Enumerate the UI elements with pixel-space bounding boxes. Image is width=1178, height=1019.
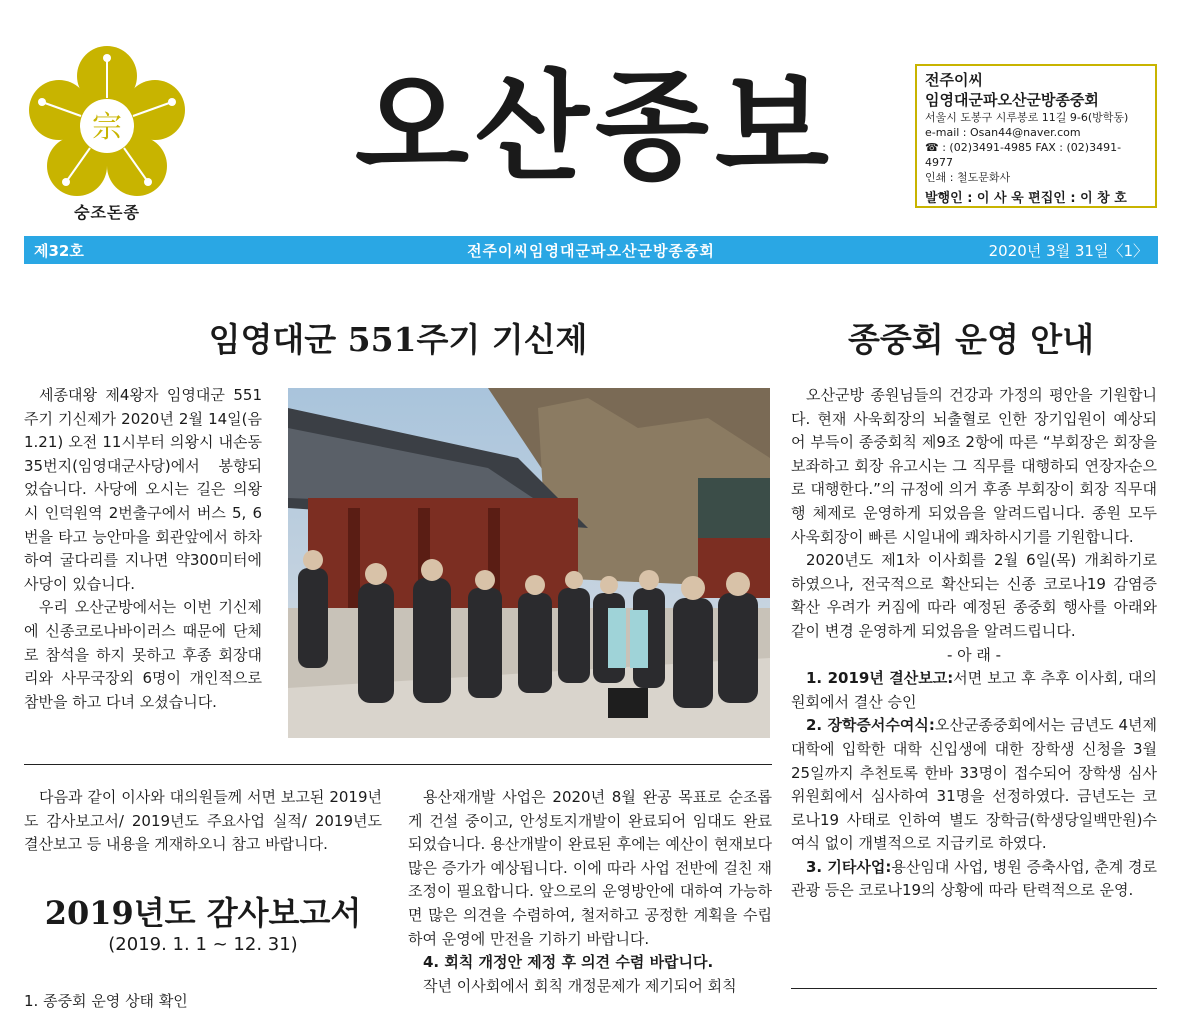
article3-section-heading: 1. 종중회 운영 상태 확인 xyxy=(24,992,188,1010)
article2-paragraph: 오산군방 종원님들의 건강과 가정의 평안을 기원합니다. 현재 사욱회장의 뇌출혈로 인한 장기입원이 예상되어 부득이 종중회칙 제9조 2항에 따른 “부회장은 회장을 보좌하고 회장 유고시는 그 직무를 대행하되 연장자순으로 대행한다.”의 규정에 의거 후종 부회장이 회장 직무대행 체제로 운영하게 되었음을 알려드립니다. 종원 모두 사욱회장이 빠른 시일내에 쾌차하시기를 기원합니다. xyxy=(791,386,1157,546)
article1-paragraph: 세종대왕 제4왕자 임영대군 551주기 기신제가 2020년 2월 14일(음1.21) 오전 11시부터 의왕시 내손동 35번지(임영대군사당)에서 봉향되었습니다. 사당에 오시는 길은 의왕시 인덕원역 2번출구에서 버스 5, 6번을 타고 능안마을 회관앞에서 하차하여 굴다리를 지나면 약300미터에 사당이 있습니다. xyxy=(24,386,262,593)
article2-headline: 종중회 운영 안내 xyxy=(847,320,1095,359)
notice-item-label: 3. 기타사업: xyxy=(806,857,892,876)
notice-header: - 아 래 - xyxy=(946,645,1002,664)
article4-heading: 4. 회칙 개정안 제정 후 의견 수렴 바랍니다. xyxy=(423,953,714,972)
article4-paragraph: 작년 이사회에서 회칙 개정문제가 제기되어 회칙 xyxy=(423,976,737,995)
publisher-editor: 발행인 : 이 사 욱 편집인 : 이 창 호 xyxy=(925,191,1127,206)
email: e-mail : Osan44@naver.com xyxy=(925,126,1081,139)
notice-item-text: 서면 보고 후 추후 이사회, 대의원회에서 결산 승인 xyxy=(791,669,1157,711)
phone-fax: ☎ : (02)3491-4985 FAX : (02)3491-4977 xyxy=(925,141,1122,169)
article3-subtitle: (2019. 1. 1 ~ 12. 31) xyxy=(108,934,298,955)
ceremony-photo xyxy=(288,388,770,738)
masthead-title: 오산종보 xyxy=(355,57,835,196)
notice-item xyxy=(791,667,1157,714)
notice-item-text: 오산군종중회에서는 금년도 4년제 대학에 입학한 대학 신입생에 대한 장학생 신청을 3월25일까지 추천토록 한바 33명이 접수되어 장학생 심사위원회에서 심사하여 31명을 선정하였다. 금년도는 코로나19 사태로 인하여 별도 장학금(학생당일백만원)수여식 없이 개별적으로 지급키로 하였다. xyxy=(791,716,1157,853)
logo-symbol: 宗 xyxy=(92,110,122,145)
org-name-line1: 전주이씨 xyxy=(925,71,983,89)
article4-body xyxy=(408,786,772,998)
article1-paragraph: 우리 오산군방에서는 이번 기신제에 신종코로나바이러스 때문에 단체로 참석을 하지 못하고 후종 회장대리와 사무국장외 6명이 개인적으로 참반을 하고 다녀 오셨습니다. xyxy=(24,598,262,711)
clan-logo xyxy=(22,44,192,204)
issue-band xyxy=(24,236,1158,264)
issue-date: 2020년 3월 31일〈1〉 xyxy=(988,242,1148,260)
article4-paragraph: 용산재개발 사업은 2020년 8월 완공 목표로 순조롭게 건설 중이고, 안성토지개발이 완료되어 임대도 완료되었습니다. 용산개발이 완료된 후에는 예산이 현재보다 많은 증가가 예상됩니다. 이에 따라 사업 전반에 걸친 재조정이 필요합니다. 앞으로의 운영방안에 대하여 가능하면 많은 의견을 수렴하여, 철저하고 공정한 계획을 수립하여 운영에 만전을 기하기 바랍니다. xyxy=(408,788,772,948)
notice-item-label: 2. 장학증서수여식: xyxy=(806,716,935,735)
article3-intro-paragraph: 다음과 같이 이사와 대의원들께 서면 보고된 2019년도 감사보고서/ 2019년도 주요사업 실적/ 2019년도 결산보고 등 내용을 게재하오니 참고 바랍니다. xyxy=(24,788,382,854)
notice-item xyxy=(791,856,1157,903)
printer: 인쇄 : 철도문화사 xyxy=(925,171,1011,184)
band-org-name: 전주이씨임영대군파오산군방종중회 xyxy=(467,242,715,260)
section-divider xyxy=(24,764,772,765)
section-divider xyxy=(791,988,1157,989)
article3-headline: 2019년도 감사보고서 xyxy=(44,894,362,932)
publisher-info-box xyxy=(915,64,1157,208)
org-name-line2: 임영대군파오산군방종중회 xyxy=(925,91,1099,109)
article1-headline: 임영대군 551주기 기신제 xyxy=(208,320,588,359)
notice-item-text: 용산임대 사업, 병원 증축사업, 춘계 경로관광 등은 코로나19의 상황에 따라 탄력적으로 운영. xyxy=(791,857,1158,900)
logo-caption: 숭조돈종 xyxy=(74,203,140,222)
notice-item-label: 1. 2019년 결산보고: xyxy=(806,669,954,688)
article2-paragraph: 2020년도 제1차 이사회를 2월 6일(목) 개최하기로 하였으나, 전국적으로 확산되는 신종 코로나19 감염증 확산 우려가 커짐에 따라 예정된 종중회 행사를 아래와 같이 변경 운영하게 되었음을 알려드립니다. xyxy=(791,551,1157,640)
address: 서울시 도봉구 시루봉로 11길 9-6(방학동) xyxy=(925,111,1129,124)
article1-body xyxy=(24,384,262,714)
issue-number: 제32호 xyxy=(34,242,84,260)
article2-body xyxy=(791,384,1157,903)
article3-intro xyxy=(24,786,382,857)
notice-item xyxy=(791,714,1157,856)
